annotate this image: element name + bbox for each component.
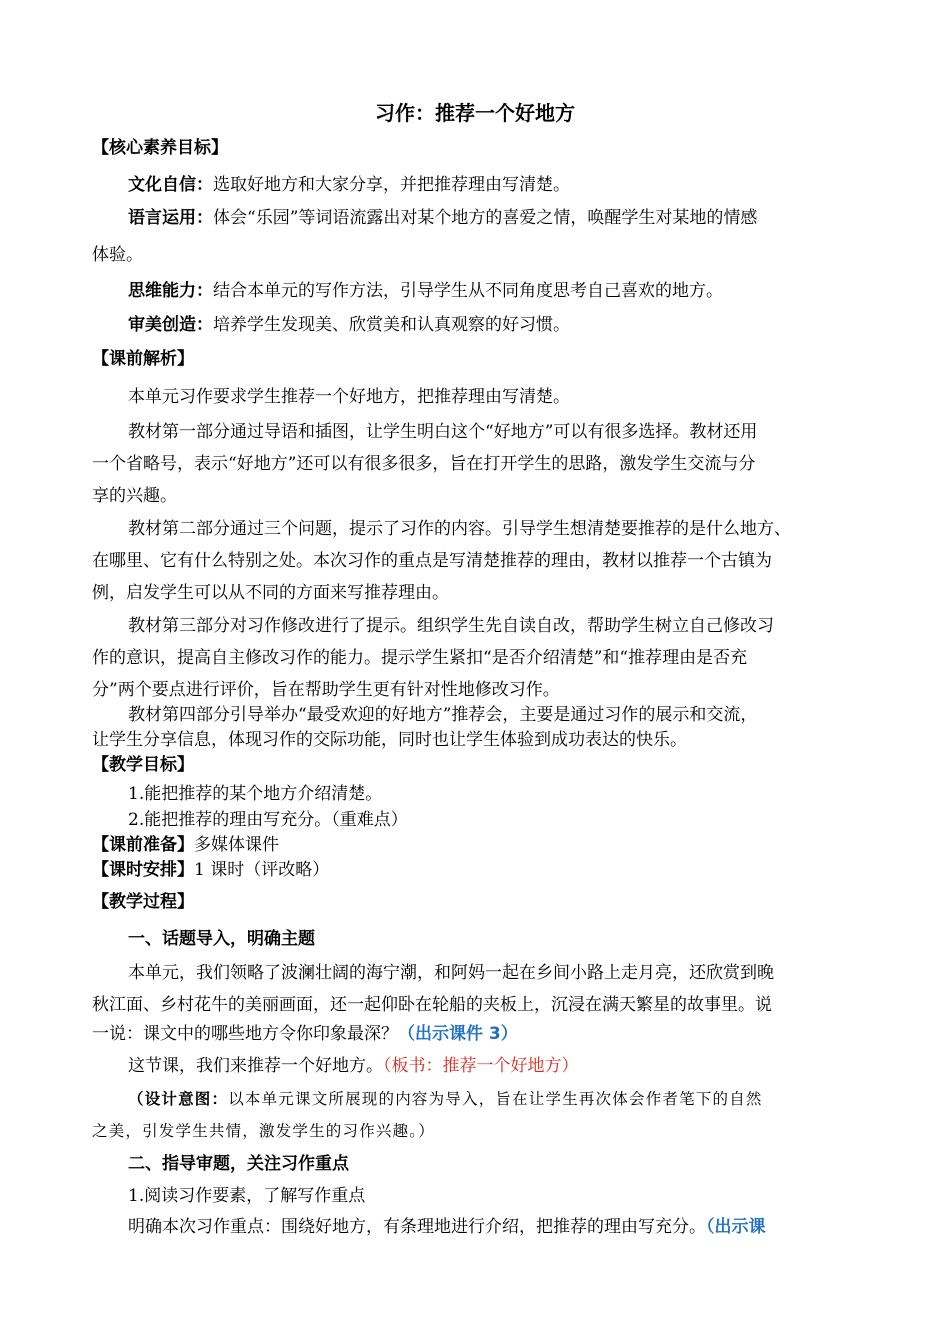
- design-intent-text: 以本单元课文所展现的内容为导入，旨在让学生再次体会作者笔下的自然: [228, 1090, 763, 1108]
- analysis-line: 让学生分享信息，体现习作的交际功能，同时也让学生体验到成功表达的快乐。: [92, 730, 687, 750]
- board-note: （板书：推荐一个好地方）: [383, 1056, 579, 1076]
- process-line: 本单元，我们领略了波澜壮阔的海宁潮，和阿妈一起在乡间小路上走月亮，还欣赏到晚: [128, 963, 774, 983]
- process-text: 明确本次习作重点：围绕好地方，有条理地进行介绍，把推荐的理由写充分。: [128, 1217, 706, 1237]
- step-title: 二、指导审题，关注习作重点: [128, 1154, 349, 1174]
- objective-item: 1.能把推荐的某个地方介绍清楚。: [128, 784, 383, 804]
- process-line: [128, 1054, 579, 1078]
- goal-item: [128, 313, 570, 337]
- prep-text: 多媒体课件: [194, 835, 279, 855]
- page-title: 习作：推荐一个好地方: [375, 101, 575, 125]
- goal-label: 审美创造：: [128, 315, 213, 335]
- objective-item: 2.能把推荐的理由写充分。（重难点）: [128, 810, 408, 830]
- goal-text: 体会“乐园”等词语流露出对某个地方的喜爱之情，唤醒学生对某地的情感: [213, 208, 758, 228]
- section-heading-goals: 【核心素养目标】: [92, 138, 228, 158]
- goal-text-cont: 体验。: [92, 245, 143, 265]
- schedule-text: 1 课时（评改略）: [194, 860, 330, 880]
- design-intent-line: [128, 1087, 763, 1111]
- analysis-line: 教材第二部分通过三个问题，提示了习作的内容。引导学生想清楚要推荐的是什么地方、: [128, 519, 791, 539]
- schedule-line: [92, 858, 329, 882]
- goal-text: 培养学生发现美、欣赏美和认真观察的好习惯。: [213, 315, 570, 335]
- goal-text: 选取好地方和大家分享，并把推荐理由写清楚。: [213, 175, 570, 195]
- goal-label: 思维能力：: [128, 281, 213, 301]
- process-text: 一说：课文中的哪些地方令你印象最深？: [92, 1024, 398, 1044]
- analysis-paragraph: 本单元习作要求学生推荐一个好地方，把推荐理由写清楚。: [128, 387, 570, 407]
- courseware-note: （出示课: [706, 1217, 766, 1237]
- analysis-line: 分”两个要点进行评价，旨在帮助学生更有针对性地修改习作。: [92, 680, 560, 700]
- analysis-line: 在哪里、它有什么特别之处。本次习作的重点是写清楚推荐的理由，教材以推荐一个古镇为: [92, 551, 772, 571]
- goal-item: [128, 279, 723, 303]
- process-line: [128, 1215, 766, 1239]
- process-line: [92, 1022, 518, 1046]
- courseware-note: （出示课件 3）: [398, 1024, 518, 1044]
- analysis-line: 作的意识，提高自主修改习作的能力。提示学生紧扣“是否介绍清楚”和“推荐理由是否充: [92, 648, 748, 668]
- section-heading-prep: 【课前准备】: [92, 835, 194, 855]
- goal-label: 语言运用：: [128, 208, 213, 228]
- design-intent-label: （设计意图：: [128, 1090, 229, 1108]
- analysis-line: 享的兴趣。: [92, 486, 177, 506]
- design-intent-line: 之美，引发学生共情，激发学生的习作兴趣。）: [92, 1122, 435, 1140]
- prep-line: [92, 833, 279, 857]
- section-heading-schedule: 【课时安排】: [92, 860, 194, 880]
- process-line: 秋江面、乡村花牛的美丽画面，还一起仰卧在轮船的夹板上，沉浸在满天繁星的故事里。说: [92, 995, 772, 1015]
- goal-label: 文化自信：: [128, 175, 213, 195]
- sub-step-title: 1.阅读习作要素，了解写作重点: [128, 1186, 366, 1206]
- goal-item: [128, 173, 570, 197]
- analysis-line: 例，启发学生可以从不同的方面来写推荐理由。: [92, 583, 449, 603]
- analysis-line: 教材第一部分通过导语和插图，让学生明白这个“好地方”可以有很多选择。教材还用: [128, 422, 758, 442]
- analysis-line: 教材第四部分引导举办“最受欢迎的好地方”推荐会，主要是通过习作的展示和交流，: [128, 705, 758, 725]
- section-heading-analysis: 【课前解析】: [92, 349, 194, 369]
- process-text: 这节课，我们来推荐一个好地方。: [128, 1056, 383, 1076]
- goal-text: 结合本单元的写作方法，引导学生从不同角度思考自己喜欢的地方。: [213, 281, 723, 301]
- section-heading-objectives: 【教学目标】: [92, 755, 194, 775]
- analysis-line: 一个省略号，表示“好地方”还可以有很多很多，旨在打开学生的思路，激发学生交流与分: [92, 454, 756, 474]
- goal-item: [128, 206, 757, 230]
- section-heading-process: 【教学过程】: [92, 892, 194, 912]
- analysis-line: 教材第三部分对习作修改进行了提示。组织学生先自读自改，帮助学生树立自己修改习: [128, 616, 774, 636]
- step-title: 一、话题导入，明确主题: [128, 929, 315, 949]
